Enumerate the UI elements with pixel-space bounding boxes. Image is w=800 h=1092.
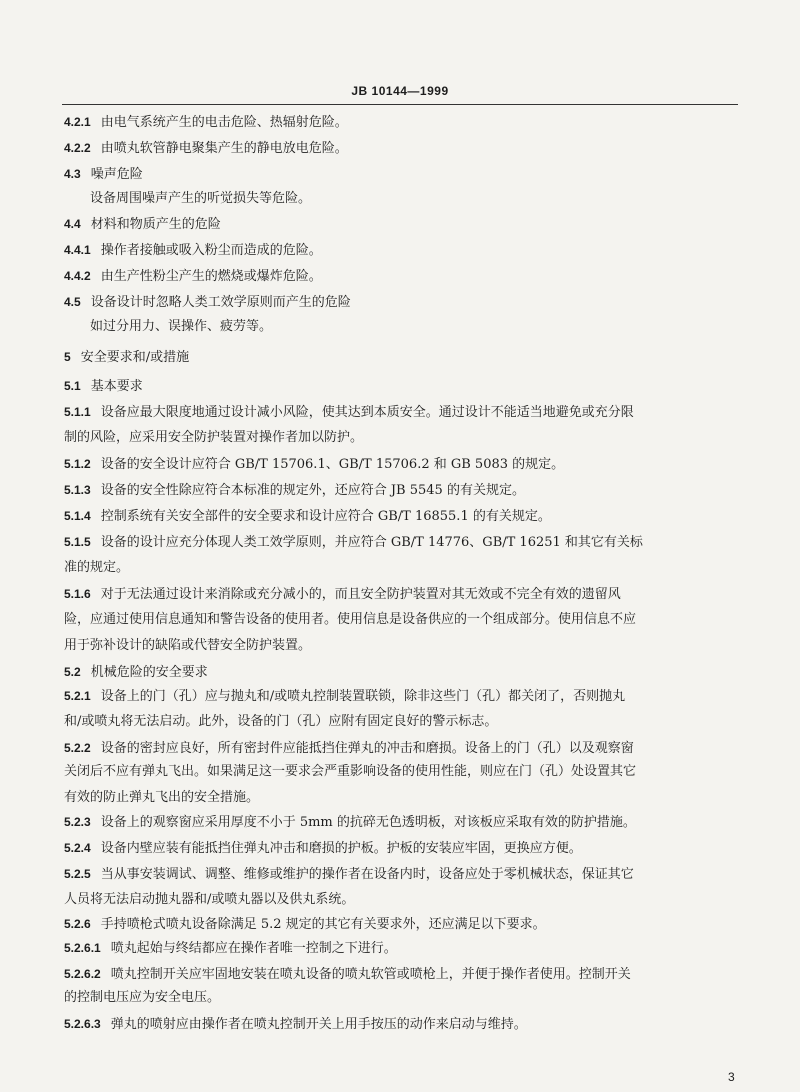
document-header: JB 10144—1999 xyxy=(351,84,449,98)
clause-text: 险，应通过使用信息通知和警告设备的使用者。使用信息是设备供应的一个组成部分。使用信息不应 xyxy=(64,612,637,627)
clause-line xyxy=(64,739,740,758)
clause-continuation-line xyxy=(90,190,766,208)
clause-text: 安全要求和/或措施 xyxy=(80,350,190,365)
clause-number: 5.2.2 xyxy=(64,741,91,755)
clause-text: 设备的密封应良好，所有密封件应能抵挡住弹丸的冲击和磨损。设备上的门（孔）以及观察窗 xyxy=(100,741,634,756)
clause-number: 5.2.1 xyxy=(64,689,91,703)
clause-number: 5.1 xyxy=(64,379,81,393)
clause-text: 和/或喷丸将无法启动。此外，设备的门（孔）应附有固定良好的警示标志。 xyxy=(64,714,498,729)
clause-line xyxy=(64,939,740,958)
clause-line xyxy=(64,533,740,552)
clause-text: 对于无法通过设计来消除或充分减小的，而且安全防护装置对其无效或不完全有效的遗留风 xyxy=(100,587,621,602)
clause-continuation-line xyxy=(64,713,740,731)
clause-text: 有效的防止弹丸飞出的安全措施。 xyxy=(64,790,260,805)
clause-continuation-line xyxy=(90,318,766,336)
clause-number: 4.2.2 xyxy=(64,141,91,155)
clause-number: 4.4 xyxy=(64,217,81,231)
clause-text: 喷丸起始与终结都应在操作者唯一控制之下进行。 xyxy=(110,941,397,956)
clause-text: 机械危险的安全要求 xyxy=(90,665,208,680)
clause-line xyxy=(64,1015,740,1034)
clause-text: 喷丸控制开关应牢固地安装在喷丸设备的喷丸软管或喷枪上，并便于操作者使用。控制开关 xyxy=(110,967,631,982)
clause-continuation-line xyxy=(64,989,740,1007)
clause-text: 由喷丸软管静电聚集产生的静电放电危险。 xyxy=(100,141,348,156)
clause-text: 弹丸的喷射应由操作者在喷丸控制开关上用手按压的动作来启动与维持。 xyxy=(110,1017,527,1032)
clause-continuation-line xyxy=(64,637,740,655)
clause-number: 5.2.6.2 xyxy=(64,967,101,981)
clause-line xyxy=(64,687,740,706)
clause-line xyxy=(64,455,740,474)
clause-text: 设备的安全设计应符合 GB/T 15706.1、GB/T 15706.2 和 GB 5083 的规定。 xyxy=(100,457,565,472)
clause-line xyxy=(64,813,740,832)
clause-text: 手持喷枪式喷丸设备除满足 5.2 规定的其它有关要求外，还应满足以下要求。 xyxy=(100,917,546,932)
clause-text: 由电气系统产生的电击危险、热辐射危险。 xyxy=(100,115,348,130)
clause-text: 用于弥补设计的缺陷或代替安全防护装置。 xyxy=(64,638,312,653)
clause-line xyxy=(64,481,740,500)
clause-number: 5.1.4 xyxy=(64,509,91,523)
clause-number: 5.2.3 xyxy=(64,815,91,829)
clause-line xyxy=(64,241,740,260)
clause-text: 设备上的观察窗应采用厚度不小于 5mm 的抗碎无色透明板，对该板应采取有效的防护措施。 xyxy=(100,815,636,830)
clause-continuation-line xyxy=(64,611,740,629)
clause-line xyxy=(64,139,740,158)
page-number: 3 xyxy=(728,1070,735,1084)
clause-number: 5.2.6 xyxy=(64,917,91,931)
clause-line xyxy=(64,865,740,884)
clause-text: 当从事安装调试、调整、维修或维护的操作者在设备内时，设备应处于零机械状态，保证其它 xyxy=(100,867,634,882)
clause-number: 4.5 xyxy=(64,295,81,309)
clause-text: 人员将无法启动抛丸器和/或喷丸器以及供丸系统。 xyxy=(64,892,355,907)
clause-line xyxy=(64,267,740,286)
clause-text: 如过分用力、误操作、疲劳等。 xyxy=(90,319,273,334)
clause-text: 材料和物质产生的危险 xyxy=(90,217,221,232)
clause-line xyxy=(64,215,740,234)
clause-text: 控制系统有关安全部件的安全要求和设计应符合 GB/T 16855.1 的有关规定。 xyxy=(100,509,551,524)
clause-line xyxy=(64,585,740,604)
clause-number: 5.2.5 xyxy=(64,867,91,881)
clause-line xyxy=(64,348,740,367)
clause-number: 4.3 xyxy=(64,167,81,181)
clause-line xyxy=(64,915,740,934)
clause-number: 5.2.6.3 xyxy=(64,1017,101,1031)
clause-text: 制的风险，应采用安全防护装置对操作者加以防护。 xyxy=(64,430,364,445)
clause-continuation-line xyxy=(64,559,740,577)
clause-text: 设备设计时忽略人类工效学原则而产生的危险 xyxy=(90,295,351,310)
clause-continuation-line xyxy=(64,891,740,909)
clause-text: 设备内壁应装有能抵挡住弹丸冲击和磨损的护板。护板的安装应牢固，更换应方便。 xyxy=(100,841,582,856)
clause-text: 关闭后不应有弹丸飞出。如果满足这一要求会严重影响设备的使用性能，则应在门（孔）处设置其它 xyxy=(64,764,637,779)
clause-continuation-line xyxy=(64,429,740,447)
clause-number: 5.1.3 xyxy=(64,483,91,497)
clause-number: 5.1.1 xyxy=(64,405,91,419)
clause-number: 5.2.6.1 xyxy=(64,941,101,955)
clause-text: 的控制电压应为安全电压。 xyxy=(64,990,221,1005)
clause-number: 5.1.6 xyxy=(64,587,91,601)
clause-text: 准的规定。 xyxy=(64,560,130,575)
clause-continuation-line xyxy=(64,789,740,807)
clause-text: 由生产性粉尘产生的燃烧或爆炸危险。 xyxy=(100,269,322,284)
clause-number: 5.2.4 xyxy=(64,841,91,855)
clause-line xyxy=(64,965,740,984)
clause-text: 操作者接触或吸入粉尘而造成的危险。 xyxy=(100,243,322,258)
clause-number: 5.1.5 xyxy=(64,535,91,549)
clause-number: 5 xyxy=(64,350,71,364)
clause-text: 设备的设计应充分体现人类工效学原则，并应符合 GB/T 14776、GB/T 16251 和其它有关标 xyxy=(100,535,643,550)
clause-line xyxy=(64,403,740,422)
clause-line xyxy=(64,839,740,858)
clause-line xyxy=(64,507,740,526)
clause-text: 基本要求 xyxy=(90,379,143,394)
clause-text: 噪声危险 xyxy=(90,167,143,182)
clause-text: 设备周围噪声产生的听觉损失等危险。 xyxy=(90,191,312,206)
clause-line xyxy=(64,377,740,396)
clause-continuation-line xyxy=(64,763,740,781)
clause-number: 4.4.2 xyxy=(64,269,91,283)
clause-line xyxy=(64,663,740,682)
clause-number: 4.4.1 xyxy=(64,243,91,257)
clause-number: 5.2 xyxy=(64,665,81,679)
clause-line xyxy=(64,293,740,312)
header-rule xyxy=(62,104,738,105)
clause-text: 设备上的门（孔）应与抛丸和/或喷丸控制装置联锁，除非这些门（孔）都关闭了，否则抛丸 xyxy=(100,689,626,704)
clause-number: 5.1.2 xyxy=(64,457,91,471)
clause-line xyxy=(64,165,740,184)
clause-text: 设备的安全性除应符合本标准的规定外，还应符合 JB 5545 的有关规定。 xyxy=(100,483,525,498)
clause-number: 4.2.1 xyxy=(64,115,91,129)
clause-text: 设备应最大限度地通过设计减小风险，使其达到本质安全。通过设计不能适当地避免或充分限 xyxy=(100,405,634,420)
clause-line xyxy=(64,113,740,132)
